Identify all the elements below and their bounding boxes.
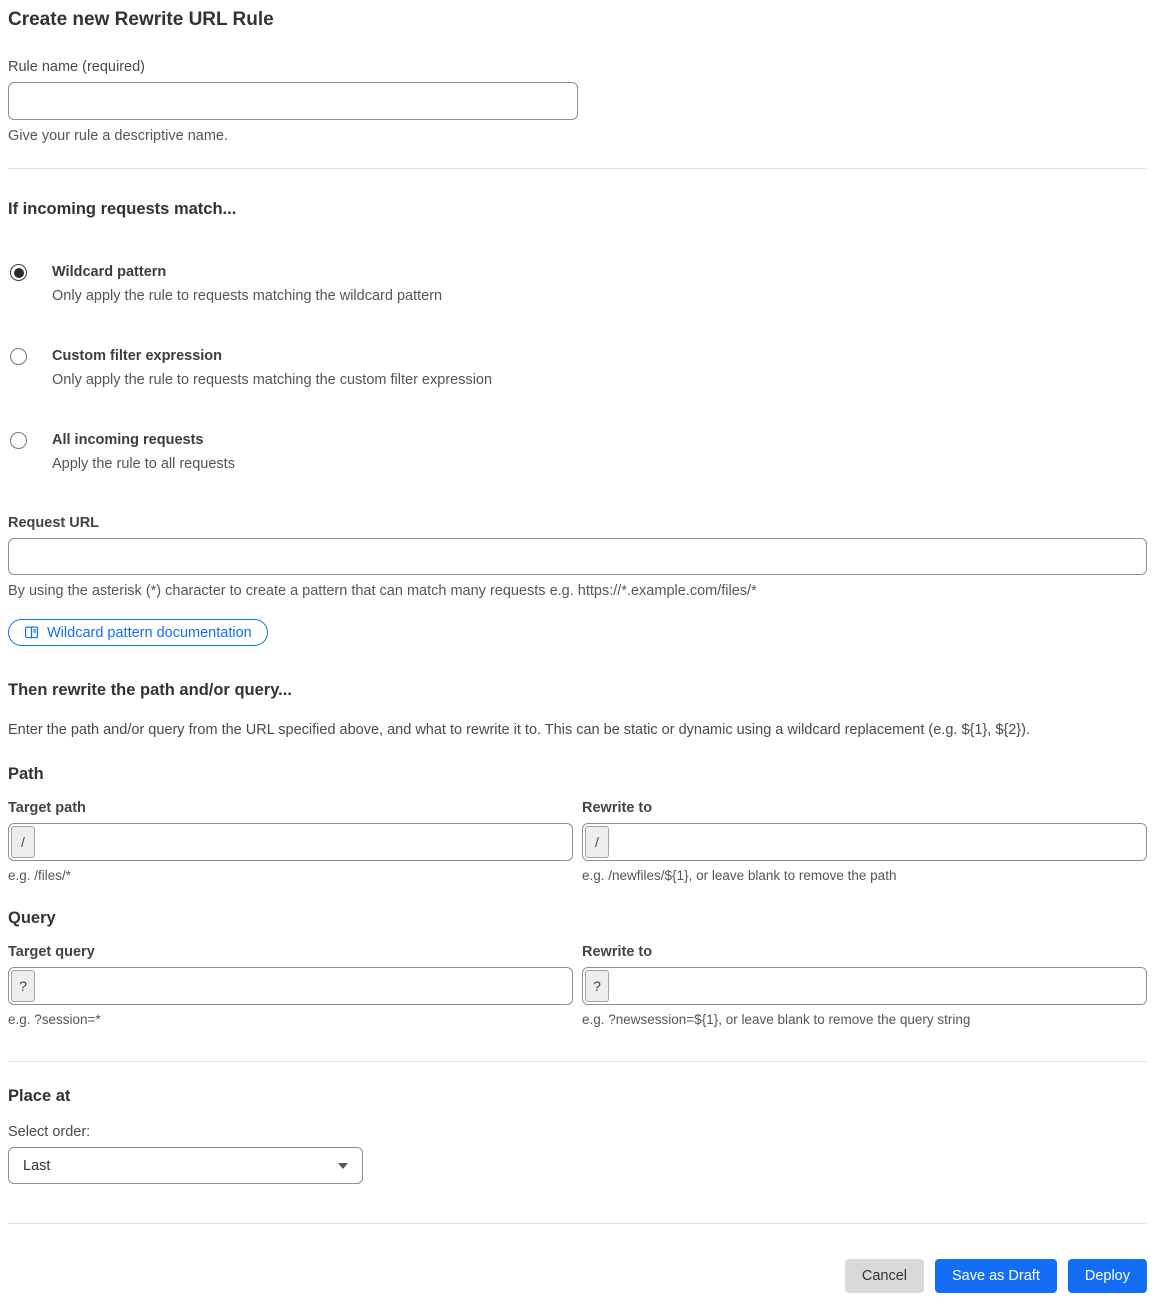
radio-option-body [52,263,442,305]
query-heading: Query [8,909,56,927]
rewrite-section-description: Enter the path and/or query from the URL specified above, and what to rewrite it to. This can be static or dynamic using a wildcard replacement (e.g. ${1}, ${2}). [8,722,1031,738]
divider [8,168,1147,169]
save-as-draft-button[interactable]: Save as Draft [935,1259,1057,1293]
radio-wildcard-pattern[interactable] [10,264,27,281]
target-query-label: Target query [8,944,95,960]
radio-wildcard-pattern-description: Only apply the rule to requests matching the wildcard pattern [52,288,443,304]
radio-custom-filter-label[interactable]: Custom filter expression [52,348,223,364]
target-query-help: e.g. ?session=* [8,1012,101,1027]
request-url-help: By using the asterisk (*) character to create a pattern that can match many requests e.g. https://*.example.com/files/* [8,583,757,599]
target-path-help: e.g. /files/* [8,868,72,883]
rewrite-query-input[interactable] [611,968,1146,1004]
target-path-label: Target path [8,800,86,816]
select-order-label: Select order: [8,1124,91,1140]
radio-option-body [52,347,492,389]
book-icon [24,625,39,640]
radio-all-requests-label[interactable]: All incoming requests [52,432,204,448]
rule-name-help: Give your rule a descriptive name. [8,128,229,144]
rewrite-path-group [582,823,1147,861]
question-prefix: ? [585,970,609,1002]
rule-name-label: Rule name (required) [8,59,146,75]
radio-custom-filter-description: Only apply the rule to requests matching the custom filter expression [52,372,493,388]
rewrite-path-label: Rewrite to [582,800,653,816]
order-select-value: Last [23,1157,51,1174]
rewrite-path-input[interactable] [611,824,1146,860]
footer-actions [8,1259,1147,1293]
radio-option-all-requests[interactable] [8,431,1147,473]
rewrite-path-column [582,799,1147,884]
divider [8,1061,1147,1062]
chevron-down-icon [338,1163,348,1169]
rewrite-query-label: Rewrite to [582,944,653,960]
question-prefix: ? [11,970,35,1002]
path-heading: Path [8,765,44,783]
query-fields [8,943,1147,1028]
target-path-group [8,823,573,861]
target-query-column [8,943,573,1028]
radio-custom-filter[interactable] [10,348,27,365]
request-url-input[interactable] [8,538,1147,575]
match-section-heading: If incoming requests match... [8,200,237,218]
slash-prefix: / [585,826,609,858]
rewrite-query-column [582,943,1147,1028]
slash-prefix: / [11,826,35,858]
rewrite-query-help: e.g. ?newsession=${1}, or leave blank to remove the query string [582,1012,971,1027]
radio-option-custom-filter[interactable] [8,347,1147,389]
cancel-button[interactable]: Cancel [845,1259,924,1293]
radio-option-wildcard-pattern[interactable] [8,263,1147,305]
radio-all-requests-description: Apply the rule to all requests [52,456,235,472]
rewrite-path-help: e.g. /newfiles/${1}, or leave blank to remove the path [582,868,897,883]
wildcard-docs-button-label: Wildcard pattern documentation [47,624,252,641]
rewrite-query-group [582,967,1147,1005]
request-url-label: Request URL [8,515,100,531]
wildcard-docs-button[interactable] [8,619,268,646]
radio-all-requests[interactable] [10,432,27,449]
page-title: Create new Rewrite URL Rule [8,9,274,30]
radio-wildcard-pattern-label[interactable]: Wildcard pattern [52,264,167,280]
order-select[interactable] [8,1147,363,1184]
path-fields [8,799,1147,884]
rewrite-section-heading: Then rewrite the path and/or query... [8,681,292,699]
place-at-heading: Place at [8,1087,71,1105]
deploy-button[interactable]: Deploy [1068,1259,1147,1293]
radio-option-body [52,431,235,473]
rule-name-input[interactable] [8,82,578,120]
target-query-input[interactable] [37,968,572,1004]
target-path-column [8,799,573,884]
target-query-group [8,967,573,1005]
divider [8,1223,1147,1224]
target-path-input[interactable] [37,824,572,860]
